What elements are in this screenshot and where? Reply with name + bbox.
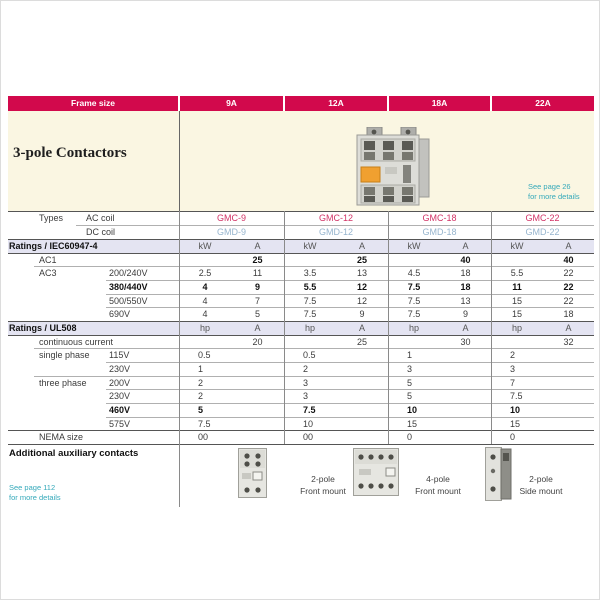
page-title: 3-pole Contactors (13, 145, 127, 161)
value-cell: 1 (198, 364, 204, 374)
value-cell: 4.5 (407, 268, 421, 278)
value-cell: 7.5 (510, 391, 523, 401)
see-page-112-note: See page 112 (9, 483, 56, 492)
model-name: GMD-9 (217, 227, 246, 237)
table-row-three-460 (1, 403, 600, 417)
unit-label: kW (198, 241, 212, 251)
value-cell: 0.5 (198, 350, 211, 360)
aux-label-mount: Front mount (300, 486, 346, 496)
value-cell: 22 (563, 268, 574, 278)
value-cell: 9 (359, 309, 365, 319)
value-cell: 4 (202, 309, 208, 319)
unit-label: A (254, 241, 261, 251)
value-cell: 30 (460, 337, 471, 347)
value-cell: 3 (303, 391, 309, 401)
value-cell: 40 (460, 255, 471, 265)
unit-label: hp (511, 323, 522, 333)
value-cell: 2 (510, 350, 516, 360)
value-cell: 2 (303, 364, 309, 374)
value-cell: 7.5 (303, 309, 317, 319)
voltage-label: 460V (109, 405, 131, 415)
aux-section-divider (179, 444, 180, 507)
voltage-label: 500/550V (109, 296, 148, 306)
table-row-ul-header (1, 321, 600, 335)
row-label: single phase (39, 350, 90, 360)
value-cell: 5.5 (303, 282, 317, 292)
value-cell: 7 (510, 378, 516, 388)
aux-contact-2pole-front-photo (238, 448, 267, 498)
value-cell: 00 (303, 432, 314, 442)
model-name: GMD-18 (422, 227, 457, 237)
model-name: GMC-12 (318, 213, 353, 223)
table-row-ac3-500-550 (1, 294, 600, 308)
value-cell: 10 (303, 419, 314, 429)
value-cell: 9 (462, 309, 468, 319)
voltage-label: 575V (109, 419, 131, 429)
value-cell: 5.5 (510, 268, 524, 278)
model-name: GMC-18 (422, 213, 457, 223)
aux-label-mount: Side mount (519, 486, 563, 496)
value-cell: 4 (202, 282, 208, 292)
unit-label: A (565, 241, 572, 251)
value-cell: 4 (202, 296, 208, 306)
voltage-label: 380/440V (109, 282, 148, 292)
value-cell: 2 (198, 378, 204, 388)
value-cell: 13 (460, 296, 471, 306)
voltage-label: 200V (109, 378, 131, 388)
value-cell: 15 (510, 419, 521, 429)
section-title: Ratings / IEC60947-4 (9, 241, 98, 251)
value-cell: 12 (356, 296, 367, 306)
value-cell: 18 (460, 268, 471, 278)
row-label: AC1 (39, 255, 57, 265)
row-label: AC3 (39, 268, 57, 278)
value-cell: 2.5 (198, 268, 212, 278)
row-sublabel: AC coil (86, 213, 115, 223)
value-cell: 3 (303, 378, 309, 388)
unit-label: A (254, 323, 261, 333)
contactor-photo (349, 127, 437, 211)
frame-size-label: Frame size (71, 98, 115, 108)
value-cell: 00 (198, 432, 209, 442)
value-cell: 0 (510, 432, 516, 442)
value-cell: 7.5 (407, 309, 421, 319)
value-cell: 15 (511, 309, 522, 319)
value-cell: 25 (356, 255, 367, 265)
see-page-26-note: See page 26 (528, 182, 571, 191)
column-header-18a: 18A (431, 98, 448, 108)
unit-label: A (462, 241, 469, 251)
unit-label: kW (303, 241, 317, 251)
voltage-label: 690V (109, 309, 131, 319)
value-cell: 5 (198, 405, 204, 415)
unit-label: A (565, 323, 572, 333)
row-label: NEMA size (39, 432, 84, 442)
unit-label: A (358, 241, 365, 251)
unit-label: hp (304, 323, 315, 333)
aux-label-mount: Front mount (415, 486, 461, 496)
value-cell: 18 (460, 282, 471, 292)
value-cell: 2 (198, 391, 204, 401)
value-cell: 3.5 (303, 268, 317, 278)
model-name: GMD-22 (525, 227, 560, 237)
value-cell: 0.5 (303, 350, 316, 360)
value-cell: 5 (407, 391, 413, 401)
value-cell: 20 (252, 337, 263, 347)
unit-label: kW (510, 241, 524, 251)
voltage-label: 200/240V (109, 268, 148, 278)
table-row-three-200 (1, 376, 600, 390)
aux-label-pole: 2-pole (311, 474, 335, 484)
model-name: GMD-12 (318, 227, 353, 237)
value-cell: 13 (356, 268, 367, 278)
unit-label: A (358, 323, 365, 333)
section-title: Ratings / UL508 (9, 323, 77, 333)
table-row-ac1 (1, 253, 600, 267)
table-row-ac3-200-240 (1, 266, 600, 280)
column-header-9a: 9A (226, 98, 237, 108)
value-cell: 5 (407, 378, 413, 388)
value-cell: 7.5 (198, 419, 211, 429)
value-cell: 7.5 (303, 405, 316, 415)
value-cell: 32 (563, 337, 574, 347)
unit-label: A (462, 323, 469, 333)
value-cell: 7.5 (407, 282, 421, 292)
value-cell: 15 (407, 419, 418, 429)
table-row-types-dc (1, 225, 600, 239)
value-cell: 1 (407, 350, 413, 360)
value-cell: 25 (356, 337, 367, 347)
value-cell: 7.5 (407, 296, 421, 306)
value-cell: 10 (407, 405, 418, 415)
column-header-12a: 12A (328, 98, 344, 108)
voltage-label: 230V (109, 391, 131, 401)
aux-label-4pole-front (393, 473, 483, 497)
see-page-26-note-line2: for more details (528, 192, 580, 201)
aux-label-2pole-side (496, 473, 586, 497)
value-cell: 22 (563, 296, 574, 306)
value-cell: 9 (254, 282, 260, 292)
table-row-iec-header (1, 239, 600, 253)
value-cell: 12 (356, 282, 367, 292)
aux-label-pole: 4-pole (426, 474, 450, 484)
value-cell: 3 (407, 364, 413, 374)
model-name: GMC-9 (217, 213, 246, 223)
value-cell: 22 (563, 282, 574, 292)
table-row-types-ac (1, 211, 600, 225)
value-cell: 25 (252, 255, 263, 265)
unit-label: kW (407, 241, 421, 251)
aux-section-title: Additional auxiliary contacts (9, 448, 139, 459)
value-cell: 18 (563, 309, 574, 319)
table-row-three-575 (1, 417, 600, 431)
row-sublabel: DC coil (86, 227, 116, 237)
unit-label: hp (408, 323, 419, 333)
voltage-label: 230V (109, 364, 131, 374)
value-cell: 40 (563, 255, 574, 265)
table-row-nema (1, 430, 600, 444)
table-row-ac3-380-440 (1, 280, 600, 294)
value-cell: 15 (511, 296, 522, 306)
intro-divider (179, 111, 180, 211)
value-cell: 5 (254, 309, 260, 319)
value-cell: 3 (510, 364, 516, 374)
value-cell: 11 (512, 282, 522, 292)
voltage-label: 115V (109, 350, 130, 360)
value-cell: 11 (252, 268, 263, 278)
value-cell: 0 (407, 432, 413, 442)
value-cell: 7 (254, 296, 260, 306)
model-name: GMC-22 (525, 213, 560, 223)
row-label: continuous current (39, 337, 114, 347)
aux-label-pole: 2-pole (529, 474, 553, 484)
row-label: Types (39, 213, 64, 223)
value-cell: 7.5 (303, 296, 317, 306)
table-row-continuous-current (1, 335, 600, 349)
grid-line (8, 444, 594, 445)
column-header-22a: 22A (535, 98, 551, 108)
table-row-three-230 (1, 389, 600, 403)
table-row-single-115 (1, 348, 600, 362)
table-row-ac3-690 (1, 307, 600, 321)
unit-label: hp (199, 323, 210, 333)
see-page-112-note-line2: for more details (9, 493, 61, 502)
row-label: three phase (39, 378, 87, 388)
table-row-single-230 (1, 362, 600, 376)
value-cell: 10 (510, 405, 521, 415)
